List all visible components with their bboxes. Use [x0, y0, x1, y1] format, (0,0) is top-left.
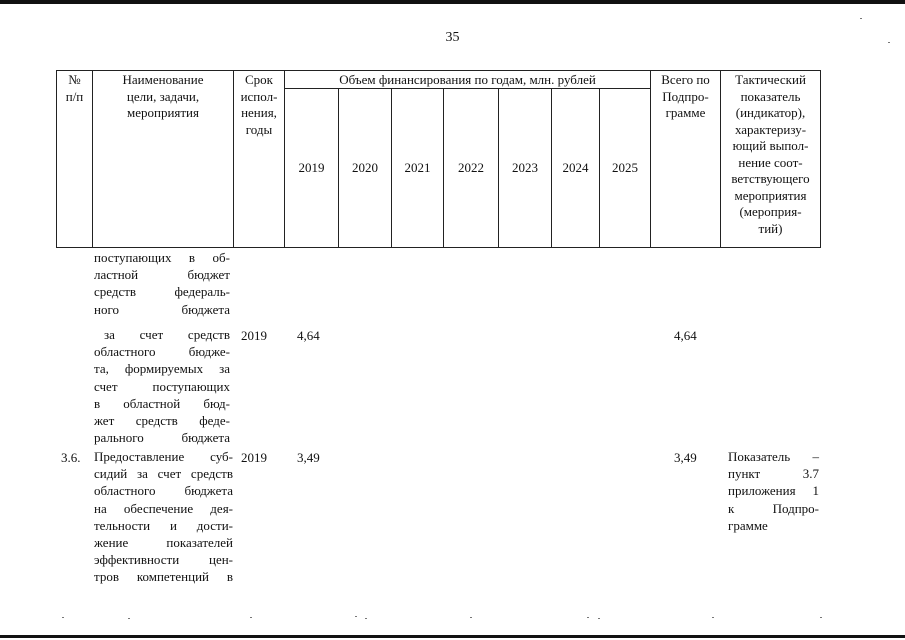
page-number: 35 — [445, 30, 460, 45]
row-regional-value-2019: 4,64 — [297, 328, 320, 343]
year-2019: 2019 — [298, 160, 325, 175]
header-bottom-line — [56, 247, 821, 248]
header-total-col: Всего по Подпро- грамме — [661, 72, 710, 120]
row-3-6-total: 3,49 — [674, 450, 697, 465]
year-2022: 2022 — [458, 160, 484, 175]
header-top-line — [56, 70, 821, 71]
row-3-6-term: 2019 — [241, 450, 267, 465]
header-name-col: Наименование цели, задачи, мероприятия — [122, 72, 204, 120]
table-row-continuation-name: поступающих в об- ластной бюджет средств федераль- ного бюджета — [94, 250, 230, 317]
year-2025: 2025 — [612, 160, 638, 175]
header-funding-title: Объем финансирования по годам, млн. рублей — [339, 72, 596, 87]
row-regional-total: 4,64 — [674, 328, 697, 343]
table-row-regional-budget-name: за счет средств областного бюдже- та, формируемых за счет поступающих в областной бюд- жет средств феде- рального бюджета — [94, 327, 230, 446]
top-border — [0, 0, 905, 4]
bottom-border — [0, 635, 905, 638]
row-3-6-indicator: Показатель – пункт 3.7 приложения 1 к Подпро- грамме — [728, 449, 819, 533]
year-2021: 2021 — [404, 160, 431, 175]
row-regional-term: 2019 — [241, 328, 267, 343]
header-num-col: № п/п — [65, 72, 84, 104]
row-3-6-value-2019: 3,49 — [297, 450, 320, 465]
year-2023: 2023 — [512, 160, 538, 175]
year-2020: 2020 — [352, 160, 378, 175]
header-indicator-col: Тактический показатель (индикатор), характеризу- ющий выпол- нение соот- ветствующего мероприятия (мероприя- тий) — [731, 72, 810, 236]
table-row-3-6-name: Предоставление суб- сидий за счет средств областного бюджета на обеспечение дея- тельности и дости- жение показателей эффективности цен- тров компетенций в — [94, 449, 233, 585]
header-term-col: Срок испол- нения, годы — [240, 72, 278, 137]
year-2024: 2024 — [562, 160, 589, 175]
row-3-6-number: 3.6. — [61, 450, 81, 465]
